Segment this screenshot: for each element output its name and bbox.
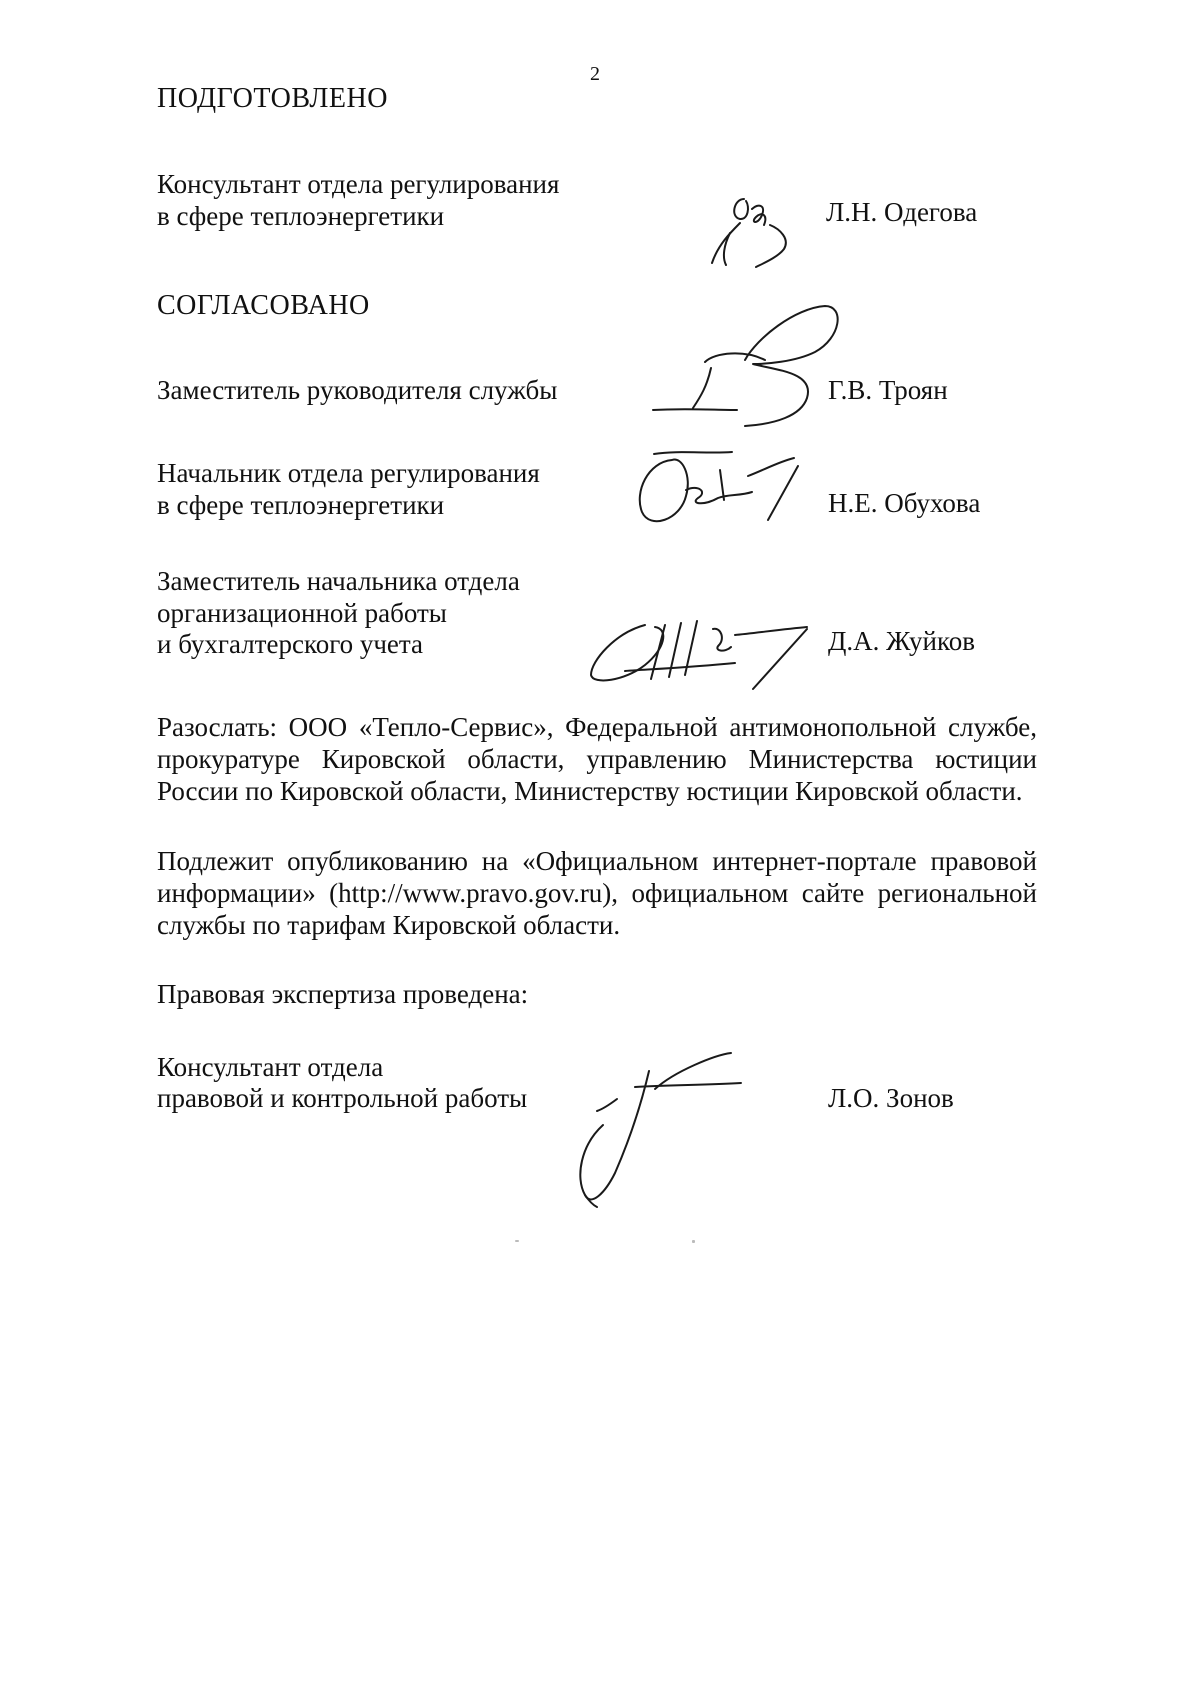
agreed-heading: СОГЛАСОВАНО	[157, 290, 370, 321]
signature-zhuikov-icon	[585, 605, 815, 695]
signature-obukhova-icon	[628, 440, 808, 540]
prepared-position-line-2: в сфере теплоэнергетики	[157, 201, 445, 231]
publication-paragraph: Подлежит опубликованию на «Официальном интернет-портале правовой информации» (http://www.pravo.gov.ru), официальном сайте региональной службы по тарифам Кировской области.	[157, 846, 1037, 940]
prepared-position-line-1: Консультант отдела регулирования	[157, 169, 560, 199]
prepared-heading: ПОДГОТОВЛЕНО	[157, 83, 388, 114]
signature-zonov-icon	[545, 1045, 755, 1215]
legal-review-heading: Правовая экспертиза проведена:	[157, 979, 529, 1009]
legal-review-position-line-1: Консультант отдела	[157, 1052, 384, 1082]
legal-review-signer-name: Л.О. Зонов	[828, 1083, 954, 1113]
legal-review-position-line-2: правовой и контрольной работы	[157, 1083, 528, 1113]
signature-odegova-icon	[700, 185, 810, 275]
signer-3-position-line-2: организационной работы	[157, 598, 447, 628]
distribution-paragraph: Разослать: ООО «Тепло-Сервис», Федеральной антимонопольной службе, прокуратуре Кировской области, управлению Министерства юстиции России по Кировской области, Министерству юстиции Кировской области.	[157, 712, 1037, 806]
signer-3-name: Д.А. Жуйков	[828, 626, 975, 656]
page-number: 2	[590, 63, 600, 85]
signer-2-position-line-2: в сфере теплоэнергетики	[157, 490, 445, 520]
signer-3-position-line-1: Заместитель начальника отдела	[157, 566, 520, 596]
scan-speck	[692, 1240, 695, 1243]
signer-2-name: Н.Е. Обухова	[828, 488, 981, 518]
signer-1-position: Заместитель руководителя службы	[157, 375, 558, 405]
scan-speck	[515, 1240, 519, 1242]
signer-3-position-line-3: и бухгалтерского учета	[157, 629, 424, 659]
signature-troyan-icon	[645, 298, 845, 438]
signer-1-name: Г.В. Троян	[828, 375, 948, 405]
signer-2-position-line-1: Начальник отдела регулирования	[157, 458, 540, 488]
prepared-signer-name: Л.Н. Одегова	[826, 197, 978, 227]
